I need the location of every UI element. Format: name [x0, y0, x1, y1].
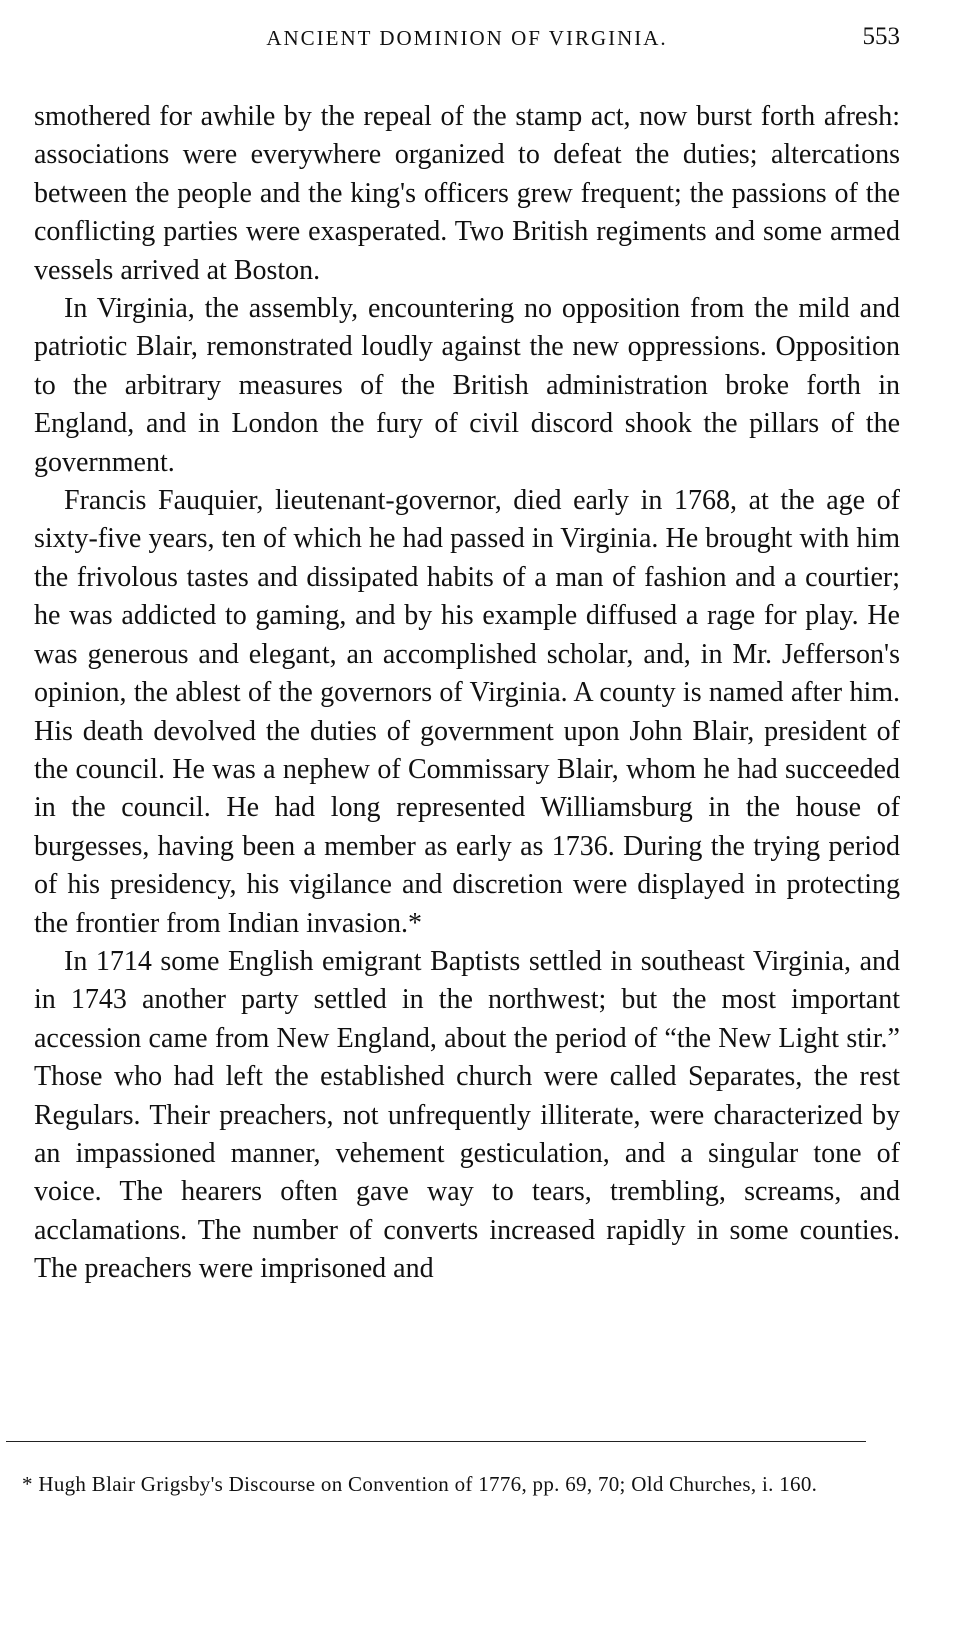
paragraph-fauquier: Francis Fauquier, lieutenant-governor, died early in 1768, at the age of sixty-five years, ten of which he had passed in Virginia. He brought with him the frivolous tastes and dissipated habits of a man of fashion and a courtier; he was addicted to gaming, and by his example diffused a rage for play. He was generous and elegant, an accomplished scholar, and, in Mr. Jefferson's opinion, the ablest of the governors of Virginia. A county is named after him. His death devolved the duties of government upon John Blair, president of the council. He was a nephew of Commissary Blair, whom he had succeeded in the council. He had long represented Williamsburg in the house of burgesses, having been a member as early as 1736. During the trying period of his presidency, his vigilance and discretion were displayed in protecting the frontier from Indian invasion.*	[34, 485, 900, 939]
footnote: * Hugh Blair Grigsby's Discourse on Convention of 1776, pp. 69, 70; Old Churches, i. 160.	[22, 1472, 818, 1496]
running-head	[34, 18, 900, 62]
running-title: ANCIENT DOMINION OF VIRGINIA.	[266, 26, 668, 50]
book-page	[34, 18, 900, 1289]
paragraph-baptists: In 1714 some English emigrant Baptists settled in southeast Virginia, and in 1743 another party settled in the northwest; but the most important accession came from New England, about the period of “the New Light stir.” Those who had left the established church were called Separates, the rest Regulars. Their preachers, not unfrequently illiterate, were characterized by an impassioned manner, vehement gesticulation, and a singular tone of voice. The hearers often gave way to tears, trembling, screams, and acclamations. The number of converts increased rapidly in some counties. The preachers were imprisoned and	[34, 945, 900, 1285]
footnote-divider	[6, 1441, 866, 1442]
page-number: 553	[862, 23, 900, 50]
body-text	[34, 98, 900, 1289]
paragraph-virginia-assembly: In Virginia, the assembly, encountering no opposition from the mild and patriotic Blair, remonstrated loudly against the new oppressions. Opposition to the arbitrary measures of the British administration broke forth in England, and in London the fury of civil discord shook the pillars of the government.	[34, 293, 900, 478]
paragraph-continuation: smothered for awhile by the repeal of the stamp act, now burst forth afresh: associations were everywhere organized to defeat the duties; altercations between the people and the king's officers grew frequent; the passions of the conflicting parties were exasperated. Two British regiments and some armed vessels arrived at Boston.	[34, 101, 900, 286]
